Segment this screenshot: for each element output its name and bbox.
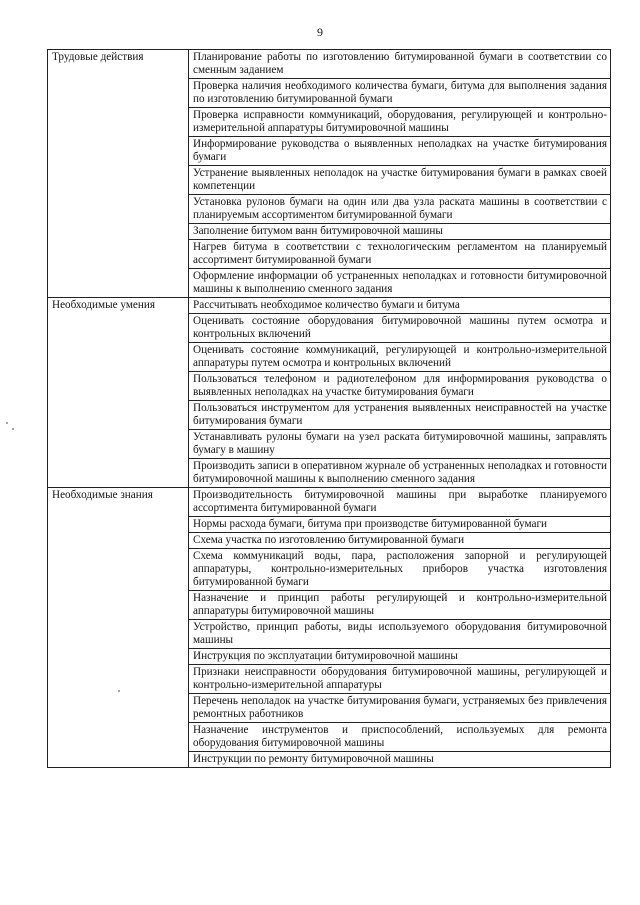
section-item: Инструкция по эксплуатации битумировочной машины <box>189 649 611 665</box>
section-item: Планирование работы по изготовлению битумированной бумаги в соответствии со сменным заданием <box>189 50 611 79</box>
table-row <box>48 50 611 79</box>
section-item: Производительность битумировочной машины при выработке планируемого ассортимента битумированной бумаги <box>189 488 611 517</box>
scan-speck <box>12 428 14 430</box>
section-title: Трудовые действия <box>48 50 189 298</box>
page-number: 9 <box>317 25 323 39</box>
section-item: Устранение выявленных неполадок на участке битумирования бумаги в рамках своей компетенции <box>189 166 611 195</box>
section-item: Нагрев битума в соответствии с технологическим регламентом на планируемый ассортимент битумированной бумаги <box>189 240 611 269</box>
section-item: Назначение инструментов и приспособлений, используемых для ремонта оборудования битумировочной машины <box>189 723 611 752</box>
section-item: Схема коммуникаций воды, пара, расположения запорной и регулирующей аппаратуры, контрольно-измерительных приборов участка изготовления битумированной бумаги <box>189 549 611 591</box>
section-item: Оценивать состояние коммуникаций, регулирующей и контрольно-измерительной аппаратуры путем осмотра и контрольных включений <box>189 343 611 372</box>
section-item: Схема участка по изготовлению битумированной бумаги <box>189 533 611 549</box>
section-item: Признаки неисправности оборудования битумировочной машины, регулирующей и контрольно-измерительной аппаратуры <box>189 665 611 694</box>
section-item: Устанавливать рулоны бумаги на узел раската битумировочной машины, заправлять бумагу в машину <box>189 430 611 459</box>
table-row <box>48 298 611 314</box>
section-item: Установка рулонов бумаги на один или два узла раската машины в соответствии с планируемым ассортиментом битумированной бумаги <box>189 195 611 224</box>
section-item: Проверка наличия необходимого количества бумаги, битума для выполнения задания по изготовлению битумированной бумаги <box>189 79 611 108</box>
section-item: Производить записи в оперативном журнале об устраненных неполадках и готовности битумировочной машины к выполнению сменного задания <box>189 459 611 488</box>
section-item: Назначение и принцип работы регулирующей и контрольно-измерительной аппаратуры битумировочной машины <box>189 591 611 620</box>
section-item: Инструкции по ремонту битумировочной машины <box>189 752 611 768</box>
section-title: Необходимые умения <box>48 298 189 488</box>
section-item: Перечень неполадок на участке битумирования бумаги, устраняемых без привлечения ремонтных работников <box>189 694 611 723</box>
competency-table <box>47 49 611 768</box>
competency-table-body <box>48 50 611 768</box>
section-item: Пользоваться телефоном и радиотелефоном для информирования руководства о выявленных неполадках на участке битумирования бумаги <box>189 372 611 401</box>
section-title: Необходимые знания <box>48 488 189 768</box>
section-item: Оформление информации об устраненных неполадках и готовности битумировочной машины к выполнению сменного задания <box>189 269 611 298</box>
section-item: Нормы расхода бумаги, битума при производстве битумированной бумаги <box>189 517 611 533</box>
section-item: Пользоваться инструментом для устранения выявленных неисправностей на участке битумирования бумаги <box>189 401 611 430</box>
table-row <box>48 488 611 517</box>
section-item: Заполнение битумом ванн битумировочной машины <box>189 224 611 240</box>
scan-speck <box>6 422 8 424</box>
scan-speck <box>118 690 120 692</box>
section-item: Информирование руководства о выявленных неполадках на участке битумирования бумаги <box>189 137 611 166</box>
section-item: Рассчитывать необходимое количество бумаги и битума <box>189 298 611 314</box>
section-item: Устройство, принцип работы, виды используемого оборудования битумировочной машины <box>189 620 611 649</box>
section-item: Оценивать состояние оборудования битумировочной машины путем осмотра и контрольных включений <box>189 314 611 343</box>
section-item: Проверка исправности коммуникаций, оборудования, регулирующей и контрольно-измерительной аппаратуры битумировочной машины <box>189 108 611 137</box>
